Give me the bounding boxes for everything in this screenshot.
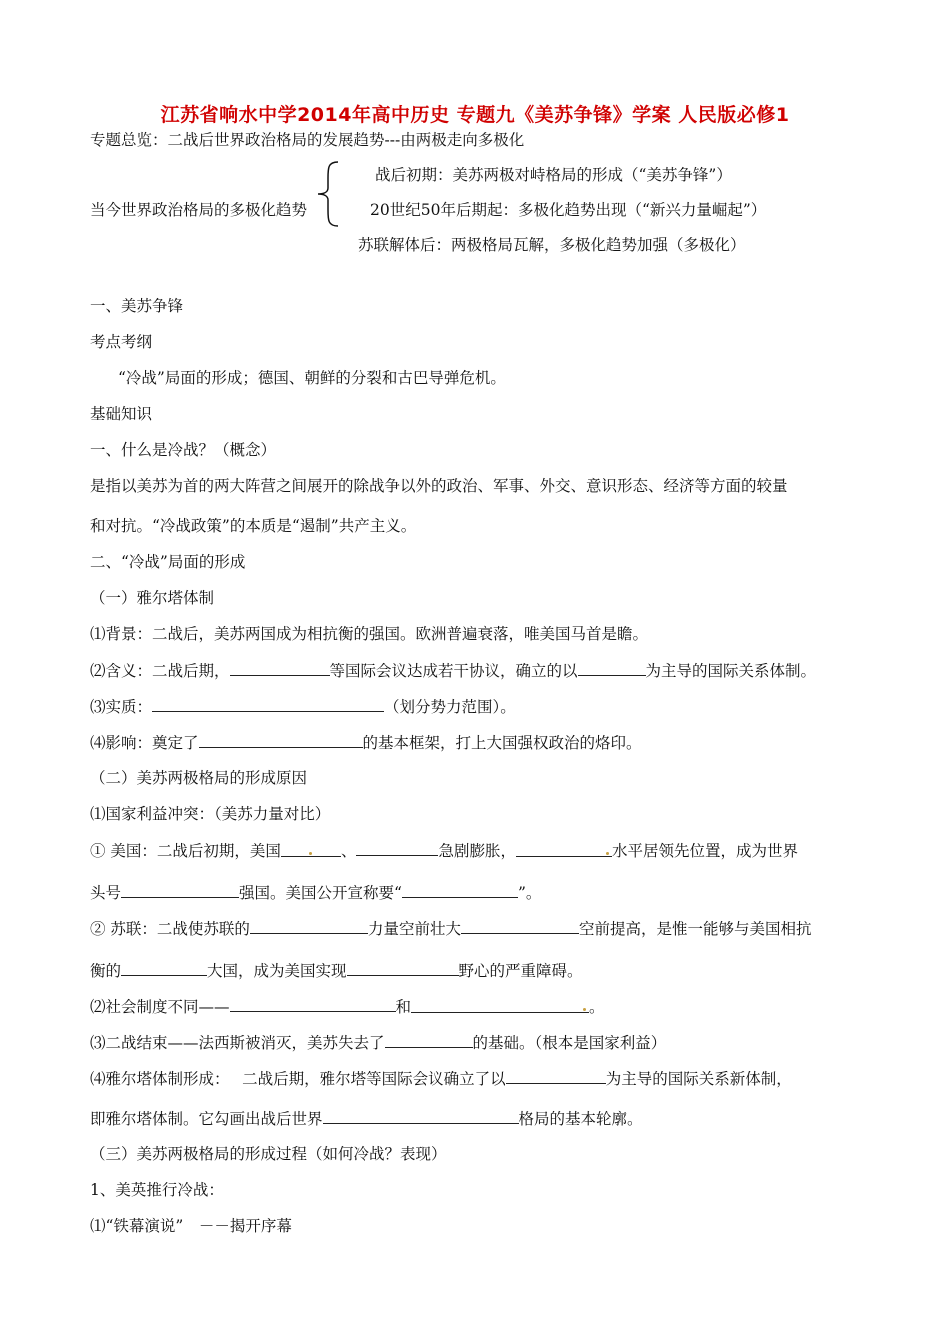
text-fragment: 。 <box>589 998 605 1016</box>
yalta-background: ⑴背景：二战后，美苏两国成为相抗衡的强国。欧洲普遍衰落，唯美国马首是瞻。 <box>90 625 649 643</box>
fill-blank[interactable] <box>121 882 239 898</box>
text-fragment: 等国际会议达成若干协议，确立的以 <box>329 662 578 680</box>
subheading-process: （三）美苏两极格局的形成过程（如何冷战？表现） <box>90 1145 447 1163</box>
fill-blank[interactable] <box>578 660 646 676</box>
text-fragment: 即雅尔塔体制。它勾画出战后世界 <box>90 1110 323 1128</box>
fill-blank[interactable] <box>356 840 438 856</box>
text-fragment: 野心的严重障碍。 <box>458 962 583 980</box>
text-fragment: ”。 <box>517 884 542 902</box>
text-fragment: 水平居领先位置，成为世界 <box>611 842 798 860</box>
fill-blank[interactable] <box>461 918 579 934</box>
fill-blank[interactable] <box>250 918 368 934</box>
dot-mark <box>606 852 609 855</box>
cause-2 <box>90 996 605 1017</box>
text-fragment: 力量空前壮大 <box>367 920 461 938</box>
overview-left-label: 当今世界政治格局的多极化趋势 <box>90 201 308 219</box>
cause-3 <box>90 1032 666 1053</box>
fill-blank[interactable] <box>199 732 363 748</box>
fill-blank[interactable] <box>152 696 384 712</box>
fill-blank[interactable] <box>230 660 330 676</box>
document-title: 江苏省响水中学2014年高中历史 专题九《美苏争锋》学案 人民版必修1 <box>160 104 790 126</box>
text-fragment: 格局的基本轮廓。 <box>518 1110 643 1128</box>
process-item-1-1: ⑴“铁幕演说” －－揭开序幕 <box>90 1217 292 1235</box>
subheading-yalta: （一）雅尔塔体制 <box>90 589 215 607</box>
cause-1: ⑴国家利益冲突：（美苏力量对比） <box>90 805 331 823</box>
text-fragment: 衡的 <box>90 962 122 980</box>
text-fragment: 强国。美国公开宣称要“ <box>239 884 402 902</box>
dot-mark <box>309 852 312 855</box>
cause-4-continued <box>90 1108 643 1129</box>
section-heading: 一、美苏争锋 <box>90 297 184 315</box>
kaodian-text: “冷战”局面的形成；德国、朝鲜的分裂和古巴导弹危机。 <box>118 369 506 387</box>
text-fragment: ⑷雅尔塔体制形成： 二战后期，雅尔塔等国际会议确立了以 <box>90 1070 506 1088</box>
overview-item-2: 20世纪50年后期起：多极化趋势出现（“新兴力量崛起”） <box>370 201 767 219</box>
text-fragment: 为主导的国际关系体制。 <box>645 662 817 680</box>
yalta-impact <box>90 732 642 753</box>
kaodian-heading: 考点考纲 <box>90 333 153 351</box>
yalta-meaning <box>90 660 816 681</box>
text-fragment: ⑷影响：奠定了 <box>90 734 199 752</box>
overview-item-3: 苏联解体后：两极格局瓦解，多极化趋势加强（多极化） <box>358 236 746 254</box>
text-fragment: ⑶实质： <box>90 698 153 716</box>
text-fragment: ① 美国：二战后初期，美国 <box>90 842 281 860</box>
curly-brace-icon <box>312 160 342 228</box>
process-item-1: 1、美英推行冷战： <box>90 1181 224 1199</box>
fill-blank[interactable] <box>323 1108 519 1124</box>
text-fragment: ⑵含义：二战后期， <box>90 662 230 680</box>
text-fragment: 急剧膨胀， <box>438 842 516 860</box>
subheading-causes: （二）美苏两极格局的形成原因 <box>90 769 308 787</box>
fill-blank[interactable] <box>516 841 612 857</box>
text-fragment: 大国，成为美国实现 <box>207 962 347 980</box>
text-fragment: 的基本框架，打上大国强权政治的烙印。 <box>362 734 642 752</box>
text-fragment: 为主导的国际关系新体制， <box>605 1070 792 1088</box>
fill-blank[interactable] <box>402 882 518 898</box>
q2-heading: 二、“冷战”局面的形成 <box>90 553 246 571</box>
text-fragment: 头号 <box>90 884 122 902</box>
text-fragment: 、 <box>340 842 357 860</box>
text-fragment: ② 苏联：二战使苏联的 <box>90 920 250 938</box>
q1-paragraph-line1: 是指以美苏为首的两大阵营之间展开的除战争以外的政治、军事、外交、意识形态、经济等方面的较量 <box>90 477 788 495</box>
text-fragment: 和 <box>395 998 412 1016</box>
cause-4 <box>90 1068 792 1089</box>
fill-blank[interactable] <box>121 960 207 976</box>
fill-blank[interactable] <box>230 996 396 1012</box>
fill-blank[interactable] <box>385 1032 473 1048</box>
text-fragment: ⑶二战结束——法西斯被消灭，美苏失去了 <box>90 1034 385 1052</box>
text-fragment: ⑵社会制度不同—— <box>90 998 230 1016</box>
overview-label: 专题总览：二战后世界政治格局的发展趋势---由两极走向多极化 <box>90 131 525 149</box>
cause-usa-line2 <box>90 882 541 903</box>
text-fragment: （划分势力范围）。 <box>384 698 516 716</box>
fill-blank[interactable] <box>506 1068 606 1084</box>
q1-paragraph-line2: 和对抗。“冷战政策”的本质是“遏制”共产主义。 <box>90 517 417 535</box>
dot-mark <box>583 1008 586 1011</box>
cause-usa-line1 <box>90 840 798 861</box>
overview-item-1: 战后初期：美苏两极对峙格局的形成（“美苏争锋”） <box>375 166 732 184</box>
cause-ussr-line1 <box>90 918 811 939</box>
fill-blank[interactable] <box>411 997 589 1013</box>
q1-heading: 一、什么是冷战？（概念） <box>90 441 277 459</box>
fill-blank[interactable] <box>281 841 341 857</box>
fill-blank[interactable] <box>347 960 459 976</box>
jichu-heading: 基础知识 <box>90 405 153 423</box>
cause-ussr-line2 <box>90 960 583 981</box>
text-fragment: 空前提高，是惟一能够与美国相抗 <box>578 920 812 938</box>
yalta-essence <box>90 696 516 717</box>
text-fragment: 的基础。（根本是国家利益） <box>472 1034 667 1052</box>
